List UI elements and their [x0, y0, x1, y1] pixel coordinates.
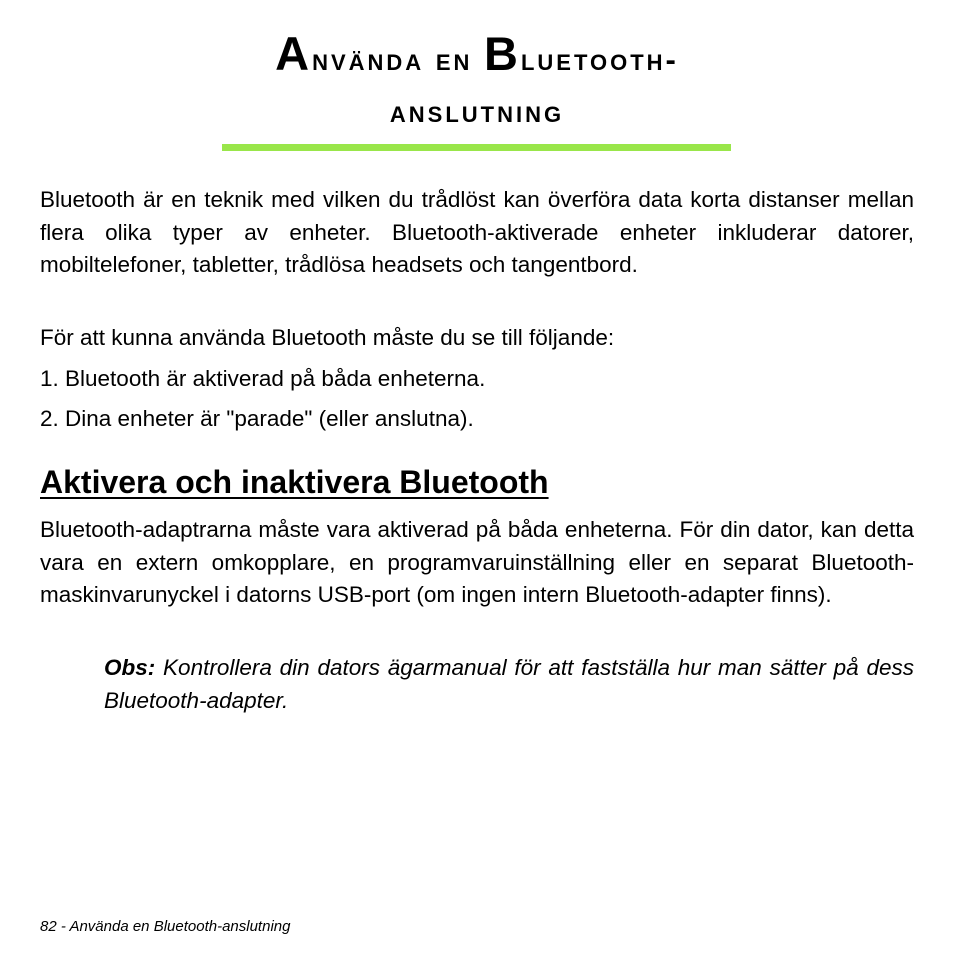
title-initial-b: B — [484, 27, 521, 80]
requirements-paragraph: För att kunna använda Bluetooth måste du se till följande: — [40, 325, 615, 350]
title-initial-a: A — [275, 27, 313, 80]
title-word-en: en — [435, 42, 473, 77]
section-paragraph: Bluetooth-adaptrarna måste vara aktiverad på båda enheterna. För din dator, kan detta vara en extern omkopplare, en programvaruinställning eller en separat Bluetooth-maskinvarunyckel i datorns USB-port (om ingen intern Bluetooth-adapter finns). — [40, 517, 914, 607]
note-text: Kontrollera din dators ägarmanual för att fastställa hur man sätter på dess Bluetooth-adapter. — [104, 655, 914, 713]
requirement-item-2: 2. Dina enheter är "parade" (eller anslutna). — [40, 406, 474, 431]
title-word-anslutning: anslutning — [389, 94, 565, 129]
page-footer: 82 - Använda en Bluetooth-anslutning — [40, 918, 291, 935]
title-word-anvanda: nvända — [312, 42, 425, 77]
requirement-item-1: 1. Bluetooth är aktiverad på båda enheterna. — [40, 366, 486, 391]
note-block — [104, 652, 914, 717]
section-heading: Aktivera och inaktivera Bluetooth — [40, 464, 549, 500]
title-word-bluetooth: luetooth- — [520, 42, 679, 77]
page-title — [40, 28, 914, 138]
intro-paragraph: Bluetooth är en teknik med vilken du trådlöst kan överföra data korta distanser mellan flera olika typer av enheter. Bluetooth-aktiverade enheter inkluderar datorer, mobiltelefoner, tabletter, trådlösa headsets och tangentbord. — [40, 187, 914, 277]
note-label: Obs: — [104, 655, 156, 680]
title-underline-rule — [222, 144, 731, 151]
